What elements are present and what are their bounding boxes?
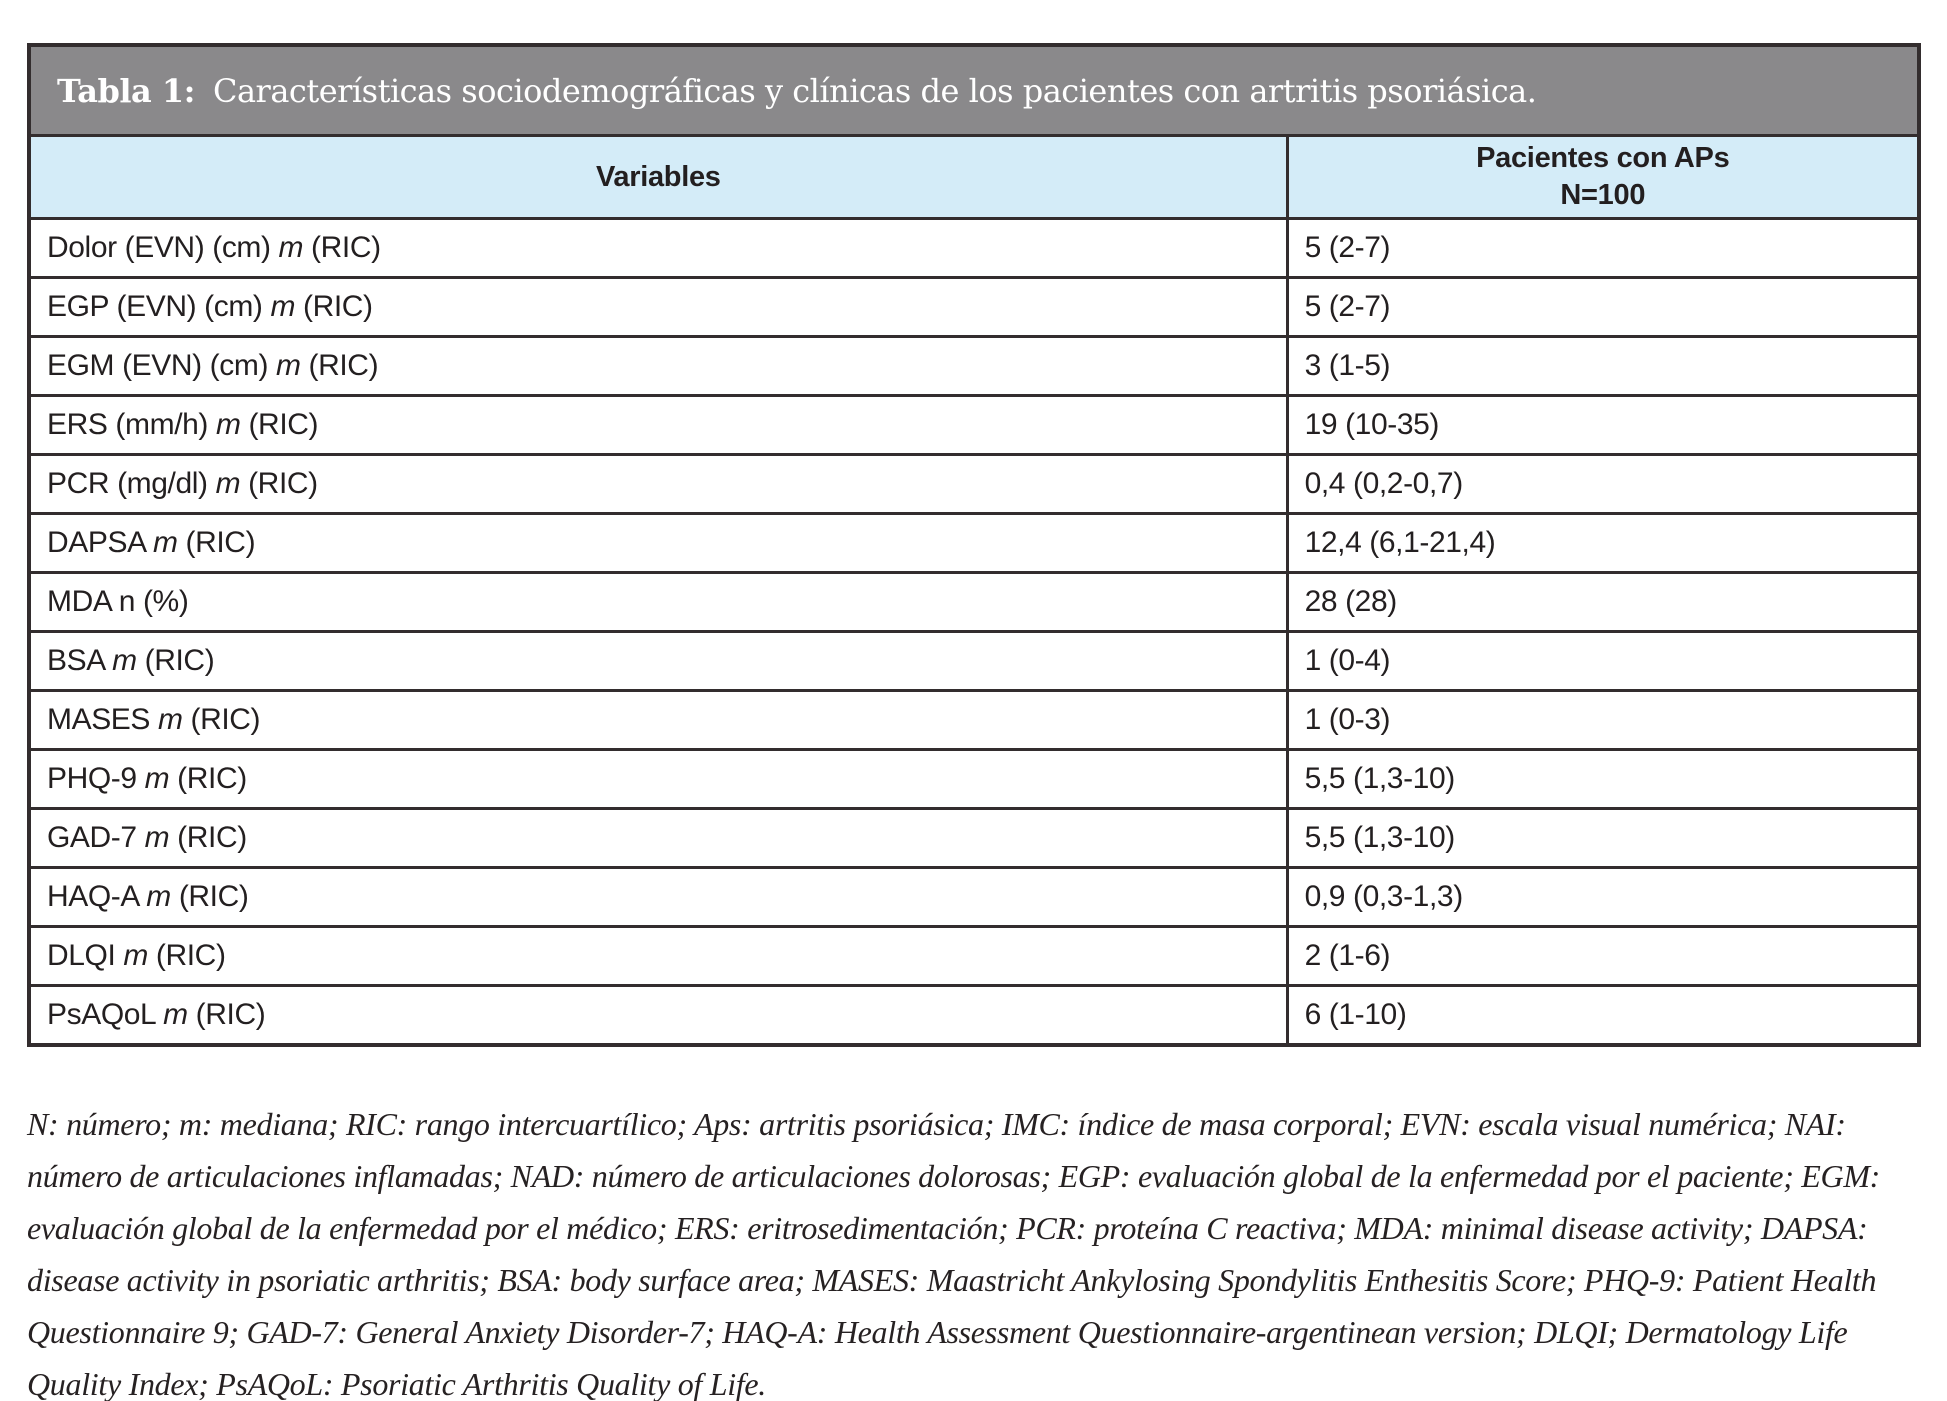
variable-label-suffix: (RIC) [240,408,319,441]
variable-label: PHQ-9 [47,762,145,795]
variable-label: PCR (mg/dl) [47,467,216,500]
value-cell: 5,5 (1,3-10) [1287,809,1917,868]
variable-stat-symbol: m [278,231,304,264]
variable-cell [31,632,1287,691]
variable-label-suffix: (RIC) [303,231,381,264]
table-row [31,809,1917,868]
variable-stat-symbol: m [163,998,188,1031]
variable-label-suffix: (RIC) [300,349,379,382]
variable-stat-symbol: m [275,349,301,382]
value-cell: 5,5 (1,3-10) [1287,750,1917,809]
variable-label: MDA n (%) [47,585,189,618]
value-cell: 28 (28) [1287,573,1917,632]
variable-label-suffix: (RIC) [147,939,226,972]
value-cell: 0,9 (0,3-1,3) [1287,868,1917,927]
variable-stat-symbol: m [215,408,241,441]
variable-stat-symbol: m [123,939,148,972]
table-row [31,927,1917,986]
variable-cell [31,219,1287,278]
value-cell: 5 (2-7) [1287,219,1917,278]
value-cell: 3 (1-5) [1287,337,1917,396]
variable-cell [31,809,1287,868]
variable-stat-symbol: m [215,467,241,500]
variable-label: MASES [47,703,158,736]
variable-label-suffix: (RIC) [295,290,373,323]
patients-header-line1: Pacientes con APs [1476,142,1730,174]
table-row [31,514,1917,573]
variable-cell [31,278,1287,337]
table-row [31,632,1917,691]
table-title-text: Características sociodemográficas y clínicas de los pacientes con artritis psoriásica. [212,71,1537,110]
table-row [31,278,1917,337]
value-cell: 2 (1-6) [1287,927,1917,986]
table-row [31,455,1917,514]
variable-cell [31,514,1287,573]
table-row [31,750,1917,809]
table-row [31,868,1917,927]
variable-label-suffix: (RIC) [182,703,261,736]
variable-label: HAQ-A [47,880,147,913]
table-row [31,219,1917,278]
variable-label-suffix: (RIC) [187,998,266,1031]
variable-label: EGP (EVN) (cm) [47,290,271,323]
variable-label: DAPSA [47,526,153,559]
table-title-bar [31,47,1917,137]
value-cell: 1 (0-4) [1287,632,1917,691]
variable-label-suffix: (RIC) [136,644,215,677]
table-row [31,337,1917,396]
variable-cell [31,868,1287,927]
column-header-variables: Variables [31,137,1287,219]
value-cell: 1 (0-3) [1287,691,1917,750]
value-cell: 5 (2-7) [1287,278,1917,337]
value-cell: 12,4 (6,1-21,4) [1287,514,1917,573]
table-footnote: N: número; m: mediana; RIC: rango intercuartílico; Aps: artritis psoriásica; IMC: índice de masa corporal; EVN: escala visual numérica; NAI: número de articulaciones inflamadas; NAD: número de articulaciones dolorosas; EGP: evaluación global de la enfermedad por el paciente; EGM: evaluación global de la enfermedad por el médico; ERS: eritrosedimentación; PCR: proteína C reactiva; MDA: minimal disease activity; DAPSA: disease activity in psoriatic arthritis; BSA: body surface area; MASES: Maastricht Ankylosing Spondylitis Enthesitis Score; PHQ-9: Patient Health Questionnaire 9; GAD-7: General Anxiety Disorder-7; HAQ-A: Health Assessment Questionnaire-argentinean version; DLQI; Dermatology Life Quality Index; PsAQoL: Psoriatic Arthritis Quality of Life. [27,1106,1881,1401]
variable-stat-symbol: m [270,290,296,323]
variable-label-suffix: (RIC) [240,467,318,500]
variable-stat-symbol: m [146,880,171,913]
patients-header-line2: N=100 [1560,179,1646,211]
variable-label: GAD-7 [47,821,145,854]
table-row [31,986,1917,1044]
variable-label: PsAQoL [47,998,164,1031]
variable-cell [31,455,1287,514]
value-cell: 19 (10-35) [1287,396,1917,455]
variable-label: EGM (EVN) (cm) [47,349,276,382]
header-row [31,137,1917,219]
variable-label-suffix: (RIC) [169,762,247,795]
variable-cell [31,691,1287,750]
patients-characteristics-table [31,137,1917,1043]
variable-label: DLQI [47,939,124,972]
table-row [31,396,1917,455]
variable-label: Dolor (EVN) (cm) [47,231,279,264]
table-row [31,691,1917,750]
value-cell: 0,4 (0,2-0,7) [1287,455,1917,514]
variable-label-suffix: (RIC) [169,821,247,854]
table-title-label: Tabla 1: [57,71,195,110]
variable-cell [31,927,1287,986]
variable-label-suffix: (RIC) [170,880,249,913]
variable-stat-symbol: m [152,526,178,559]
variable-label-suffix: (RIC) [177,526,256,559]
variable-stat-symbol: m [144,821,170,854]
variable-label: ERS (mm/h) [47,408,216,441]
variable-stat-symbol: m [112,644,137,677]
variable-cell [31,337,1287,396]
variable-cell [31,396,1287,455]
value-cell: 6 (1-10) [1287,986,1917,1044]
variable-cell [31,573,1287,632]
variable-cell [31,986,1287,1044]
variable-label: BSA [47,644,113,677]
column-header-patients [1287,137,1917,219]
table-row [31,573,1917,632]
variable-cell [31,750,1287,809]
variable-stat-symbol: m [157,703,183,736]
variable-stat-symbol: m [144,762,170,795]
table-1-container [27,43,1921,1047]
